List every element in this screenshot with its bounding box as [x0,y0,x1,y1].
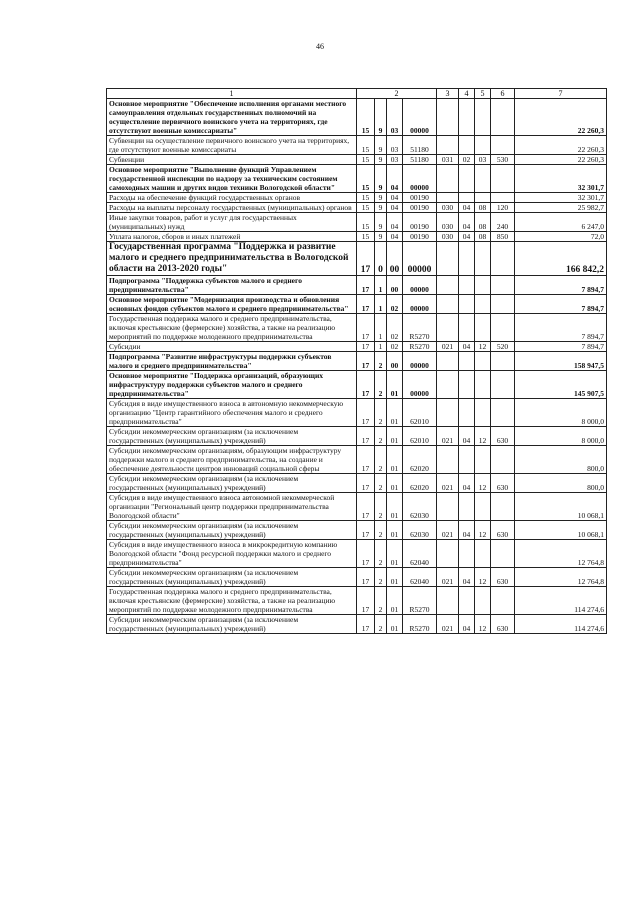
row-col-6: 630 [491,521,515,540]
row-name: Субсидии некоммерческим организациям (за исключением государственных (муниципальных) учреждений) [107,615,357,634]
row-col-6 [491,446,515,474]
row-code-direction: 00000 [403,371,437,399]
row-code-subprogram: 9 [375,99,387,136]
row-col-3 [437,165,459,193]
row-code-program: 15 [357,165,375,193]
row-col-4 [459,493,475,521]
table-row [107,242,607,276]
row-code-program: 17 [357,568,375,587]
row-code-program: 17 [357,615,375,634]
row-col-3: 030 [437,232,459,242]
row-col-6 [491,540,515,568]
row-col-6: 240 [491,213,515,232]
table-row [107,165,607,193]
row-col-3 [437,371,459,399]
row-col-3 [437,276,459,295]
row-name: Субвенции [107,155,357,165]
row-col-3 [437,399,459,427]
row-code-program: 17 [357,295,375,314]
row-col-4 [459,276,475,295]
row-code-event: 04 [387,165,403,193]
table-row [107,587,607,615]
row-amount: 32 301,7 [515,193,607,203]
row-amount: 22 260,3 [515,136,607,155]
row-col-3 [437,193,459,203]
row-code-direction: 00000 [403,165,437,193]
row-code-event: 00 [387,276,403,295]
row-code-direction: 00190 [403,193,437,203]
row-code-subprogram: 9 [375,165,387,193]
row-code-direction: 62030 [403,521,437,540]
row-col-6 [491,399,515,427]
row-col-5: 08 [475,213,491,232]
row-name: Расходы на выплаты персоналу государственных (муниципальных) органов [107,203,357,213]
row-code-program: 17 [357,587,375,615]
row-name: Основное мероприятие "Поддержка организаций, образующих инфраструктуру поддержки субъектов малого и среднего предпринимательства" [107,371,357,399]
row-col-6: 630 [491,615,515,634]
row-col-5: 12 [475,521,491,540]
row-col-5: 12 [475,427,491,446]
row-col-5 [475,295,491,314]
row-col-4 [459,165,475,193]
row-code-direction: R5270 [403,314,437,342]
header-col-2: 2 [357,89,437,99]
row-code-program: 17 [357,314,375,342]
table-row [107,399,607,427]
row-col-5 [475,540,491,568]
row-amount: 145 907,5 [515,371,607,399]
row-code-direction: 62010 [403,427,437,446]
row-col-5 [475,446,491,474]
row-code-subprogram: 1 [375,295,387,314]
row-code-direction: R5270 [403,342,437,352]
row-code-direction: 62030 [403,493,437,521]
row-amount: 800,0 [515,446,607,474]
row-code-subprogram: 2 [375,615,387,634]
row-col-4: 04 [459,615,475,634]
row-code-direction: R5270 [403,587,437,615]
row-col-4 [459,193,475,203]
row-code-direction: 51180 [403,136,437,155]
row-amount: 10 068,1 [515,493,607,521]
row-amount: 800,0 [515,474,607,493]
row-code-direction: 62010 [403,399,437,427]
row-col-6: 630 [491,474,515,493]
row-code-event: 01 [387,399,403,427]
row-code-event: 03 [387,99,403,136]
row-code-program: 15 [357,155,375,165]
table-header-row [107,89,607,99]
row-code-subprogram: 2 [375,427,387,446]
header-col-4: 4 [459,89,475,99]
row-code-event: 04 [387,193,403,203]
row-code-subprogram: 9 [375,193,387,203]
row-code-direction: 00000 [403,295,437,314]
row-code-direction: 00000 [403,352,437,371]
row-col-4: 04 [459,342,475,352]
row-amount: 12 764,8 [515,540,607,568]
row-code-subprogram: 2 [375,371,387,399]
row-amount: 72,0 [515,232,607,242]
row-amount: 22 260,3 [515,99,607,136]
row-col-3 [437,99,459,136]
table-row [107,295,607,314]
row-code-direction: 00190 [403,213,437,232]
row-col-5 [475,314,491,342]
row-col-6 [491,314,515,342]
row-code-subprogram: 2 [375,399,387,427]
row-name: Субсидии некоммерческим организациям (за исключением государственных (муниципальных) учреждений) [107,521,357,540]
row-col-5: 08 [475,232,491,242]
row-amount: 114 274,6 [515,587,607,615]
row-col-3: 021 [437,342,459,352]
row-col-3 [437,587,459,615]
row-col-5: 12 [475,342,491,352]
row-col-6 [491,193,515,203]
header-col-3: 3 [437,89,459,99]
row-name: Подпрограмма "Развитие инфраструктуры поддержки субъектов малого и среднего предпринимательства" [107,352,357,371]
table-row [107,540,607,568]
row-code-event: 04 [387,203,403,213]
row-col-5 [475,165,491,193]
row-code-subprogram: 9 [375,232,387,242]
row-col-3: 021 [437,568,459,587]
header-col-1: 1 [107,89,357,99]
row-code-event: 01 [387,474,403,493]
row-code-event: 01 [387,568,403,587]
table-row [107,615,607,634]
row-code-event: 00 [387,352,403,371]
row-amount: 7 894,7 [515,295,607,314]
table-row [107,193,607,203]
row-code-subprogram: 2 [375,352,387,371]
row-col-4: 04 [459,203,475,213]
row-amount: 10 068,1 [515,521,607,540]
row-code-event: 01 [387,540,403,568]
table-row [107,493,607,521]
row-code-program: 15 [357,203,375,213]
row-col-3 [437,136,459,155]
row-code-direction: 00000 [403,242,437,276]
row-amount: 7 894,7 [515,276,607,295]
row-code-event: 01 [387,615,403,634]
row-name: Субсидии некоммерческим организациям (за исключением государственных (муниципальных) учреждений) [107,427,357,446]
row-col-4: 04 [459,213,475,232]
row-col-3 [437,314,459,342]
row-code-event: 01 [387,521,403,540]
row-amount: 32 301,7 [515,165,607,193]
row-col-6: 520 [491,342,515,352]
row-code-direction: 62020 [403,446,437,474]
row-col-6 [491,136,515,155]
row-code-subprogram: 9 [375,213,387,232]
row-col-5: 03 [475,155,491,165]
row-name: Субсидия в виде имущественного взноса в микрокредитную компанию Вологодской области "Фонд ресурсной поддержки малого и среднего предпринимательства" [107,540,357,568]
row-amount: 166 842,2 [515,242,607,276]
row-col-3 [437,242,459,276]
row-col-3: 021 [437,615,459,634]
row-name: Субсидии некоммерческим организациям, образующим инфраструктуру поддержки малого и среднего предпринимательства, на создание и обеспечение деятельности центров инноваций социальной сферы [107,446,357,474]
row-col-6: 530 [491,155,515,165]
row-col-3: 021 [437,521,459,540]
row-col-3: 021 [437,474,459,493]
row-code-event: 01 [387,493,403,521]
row-col-5 [475,193,491,203]
row-code-direction: 00190 [403,232,437,242]
budget-table [106,88,607,634]
table-row [107,314,607,342]
row-amount: 7 894,7 [515,342,607,352]
row-code-subprogram: 9 [375,155,387,165]
row-code-event: 04 [387,232,403,242]
row-col-4 [459,352,475,371]
row-col-4 [459,371,475,399]
row-col-4: 02 [459,155,475,165]
row-col-4 [459,136,475,155]
row-code-subprogram: 1 [375,342,387,352]
table-row [107,155,607,165]
row-col-5 [475,493,491,521]
row-code-program: 17 [357,427,375,446]
row-code-event: 01 [387,427,403,446]
table-body [107,99,607,634]
row-code-event: 02 [387,342,403,352]
header-col-5: 5 [475,89,491,99]
row-col-5 [475,242,491,276]
row-amount: 8 000,0 [515,427,607,446]
row-code-program: 17 [357,521,375,540]
row-code-program: 17 [357,352,375,371]
row-col-4: 04 [459,521,475,540]
row-name: Иные закупки товаров, работ и услуг для государственных (муниципальных) нужд [107,213,357,232]
row-code-program: 17 [357,540,375,568]
row-code-direction: 51180 [403,155,437,165]
row-col-4 [459,99,475,136]
row-code-direction: 62040 [403,540,437,568]
table-row [107,213,607,232]
row-col-4: 04 [459,568,475,587]
table-row [107,99,607,136]
row-col-3 [437,352,459,371]
row-code-program: 17 [357,371,375,399]
row-amount: 25 982,7 [515,203,607,213]
row-code-event: 03 [387,136,403,155]
row-code-event: 04 [387,213,403,232]
row-code-program: 17 [357,276,375,295]
row-col-6 [491,493,515,521]
row-code-event: 01 [387,587,403,615]
row-col-6 [491,352,515,371]
row-col-4: 04 [459,232,475,242]
row-col-6 [491,295,515,314]
row-code-direction: 00190 [403,203,437,213]
header-col-6: 6 [491,89,515,99]
row-code-subprogram: 1 [375,276,387,295]
row-col-6: 120 [491,203,515,213]
table-row [107,203,607,213]
row-code-subprogram: 0 [375,242,387,276]
row-code-event: 02 [387,314,403,342]
row-code-event: 02 [387,295,403,314]
row-name: Государственная программа "Поддержка и развитие малого и среднего предпринимательства в Вологодской области на 2013-2020 годы" [107,242,357,276]
row-code-direction: 00000 [403,276,437,295]
row-name: Государственная поддержка малого и среднего предпринимательства, включая крестьянские (фермерские) хозяйства, а также на реализацию мероприятий по поддержке молодежного предпринимательства [107,314,357,342]
row-col-5 [475,352,491,371]
row-name: Основное мероприятие "Обеспечение исполнения органами местного самоуправления отдельных государственных полномочий на осуществление первичного воинского учета на территориях, где отсутствуют военные комиссариаты" [107,99,357,136]
table-row [107,371,607,399]
row-col-6 [491,276,515,295]
row-col-4: 04 [459,427,475,446]
row-name: Государственная поддержка малого и среднего предпринимательства, включая крестьянские (фермерские) хозяйства, а также на реализацию мероприятий по поддержке молодежного предпринимательства [107,587,357,615]
row-col-5 [475,399,491,427]
row-code-subprogram: 2 [375,568,387,587]
row-code-program: 17 [357,342,375,352]
row-code-direction: R5270 [403,615,437,634]
row-col-3: 031 [437,155,459,165]
row-code-subprogram: 2 [375,587,387,615]
row-code-subprogram: 2 [375,540,387,568]
row-code-subprogram: 2 [375,446,387,474]
row-name: Субсидии некоммерческим организациям (за исключением государственных (муниципальных) учреждений) [107,568,357,587]
row-col-6 [491,99,515,136]
row-col-5 [475,371,491,399]
row-name: Субсидии некоммерческим организациям (за исключением государственных (муниципальных) учреждений) [107,474,357,493]
table-row [107,136,607,155]
row-code-subprogram: 9 [375,203,387,213]
row-code-direction: 62020 [403,474,437,493]
row-amount: 12 764,8 [515,568,607,587]
row-col-5: 08 [475,203,491,213]
table-row [107,352,607,371]
row-name: Основное мероприятие "Выполнение функций Управлением государственной инспекции по надзору за техническим состоянием самоходных машин и других видов техники Вологодской области" [107,165,357,193]
table-row [107,568,607,587]
row-col-3: 030 [437,213,459,232]
row-col-4 [459,540,475,568]
row-code-program: 17 [357,399,375,427]
row-col-6 [491,165,515,193]
row-col-6: 630 [491,427,515,446]
row-col-3 [437,493,459,521]
table-row [107,276,607,295]
row-name: Подпрограмма "Поддержка субъектов малого и среднего предпринимательства" [107,276,357,295]
row-col-3 [437,540,459,568]
row-name: Уплата налогов, сборов и иных платежей [107,232,357,242]
row-name: Субвенции на осуществление первичного воинского учета на территориях, где отсутствуют военные комиссариаты [107,136,357,155]
row-name: Субсидия в виде имущественного взноса в автономную некоммерческую организацию "Центр гарантийного обеспечения малого и среднего предпринимательства" [107,399,357,427]
row-code-subprogram: 2 [375,521,387,540]
row-code-subprogram: 9 [375,136,387,155]
row-amount: 158 947,5 [515,352,607,371]
row-col-3: 030 [437,203,459,213]
row-col-4 [459,242,475,276]
row-name: Субсидии [107,342,357,352]
row-col-3: 021 [437,427,459,446]
row-col-4: 04 [459,474,475,493]
row-code-program: 17 [357,493,375,521]
table-row [107,474,607,493]
row-name: Расходы на обеспечение функций государственных органов [107,193,357,203]
header-col-7: 7 [515,89,607,99]
row-col-5 [475,587,491,615]
row-code-program: 15 [357,136,375,155]
row-col-4 [459,295,475,314]
table-row [107,521,607,540]
row-col-6 [491,371,515,399]
row-code-program: 15 [357,213,375,232]
row-col-4 [459,399,475,427]
row-amount: 7 894,7 [515,314,607,342]
row-code-program: 17 [357,474,375,493]
row-col-6: 630 [491,568,515,587]
row-code-event: 01 [387,371,403,399]
row-name: Субсидия в виде имущественного взноса автономной некоммерческой организации "Региональный центр поддержки предпринимательства Вологодской области" [107,493,357,521]
row-col-5 [475,276,491,295]
row-code-program: 15 [357,99,375,136]
row-code-event: 03 [387,155,403,165]
row-col-6 [491,242,515,276]
row-amount: 6 247,0 [515,213,607,232]
row-col-4 [459,314,475,342]
row-amount: 114 274,6 [515,615,607,634]
row-code-subprogram: 2 [375,474,387,493]
row-col-5 [475,99,491,136]
row-amount: 8 000,0 [515,399,607,427]
row-code-event: 01 [387,446,403,474]
row-col-6: 850 [491,232,515,242]
row-col-5: 12 [475,474,491,493]
row-code-direction: 00000 [403,99,437,136]
table-row [107,427,607,446]
row-code-program: 17 [357,446,375,474]
row-amount: 22 260,3 [515,155,607,165]
row-name: Основное мероприятие "Модернизация производства и обновления основных фондов субъектов малого и среднего предпринимательства" [107,295,357,314]
row-col-6 [491,587,515,615]
row-col-3 [437,295,459,314]
row-code-event: 00 [387,242,403,276]
row-col-4 [459,587,475,615]
row-col-5: 12 [475,615,491,634]
row-col-5 [475,136,491,155]
row-code-direction: 62040 [403,568,437,587]
row-col-4 [459,446,475,474]
row-code-subprogram: 2 [375,493,387,521]
row-col-3 [437,446,459,474]
row-code-subprogram: 1 [375,314,387,342]
row-code-program: 17 [357,242,375,276]
row-code-program: 15 [357,193,375,203]
page-number: 46 [316,42,324,51]
row-col-5: 12 [475,568,491,587]
row-code-program: 15 [357,232,375,242]
table-row [107,342,607,352]
table-row [107,446,607,474]
table-row [107,232,607,242]
